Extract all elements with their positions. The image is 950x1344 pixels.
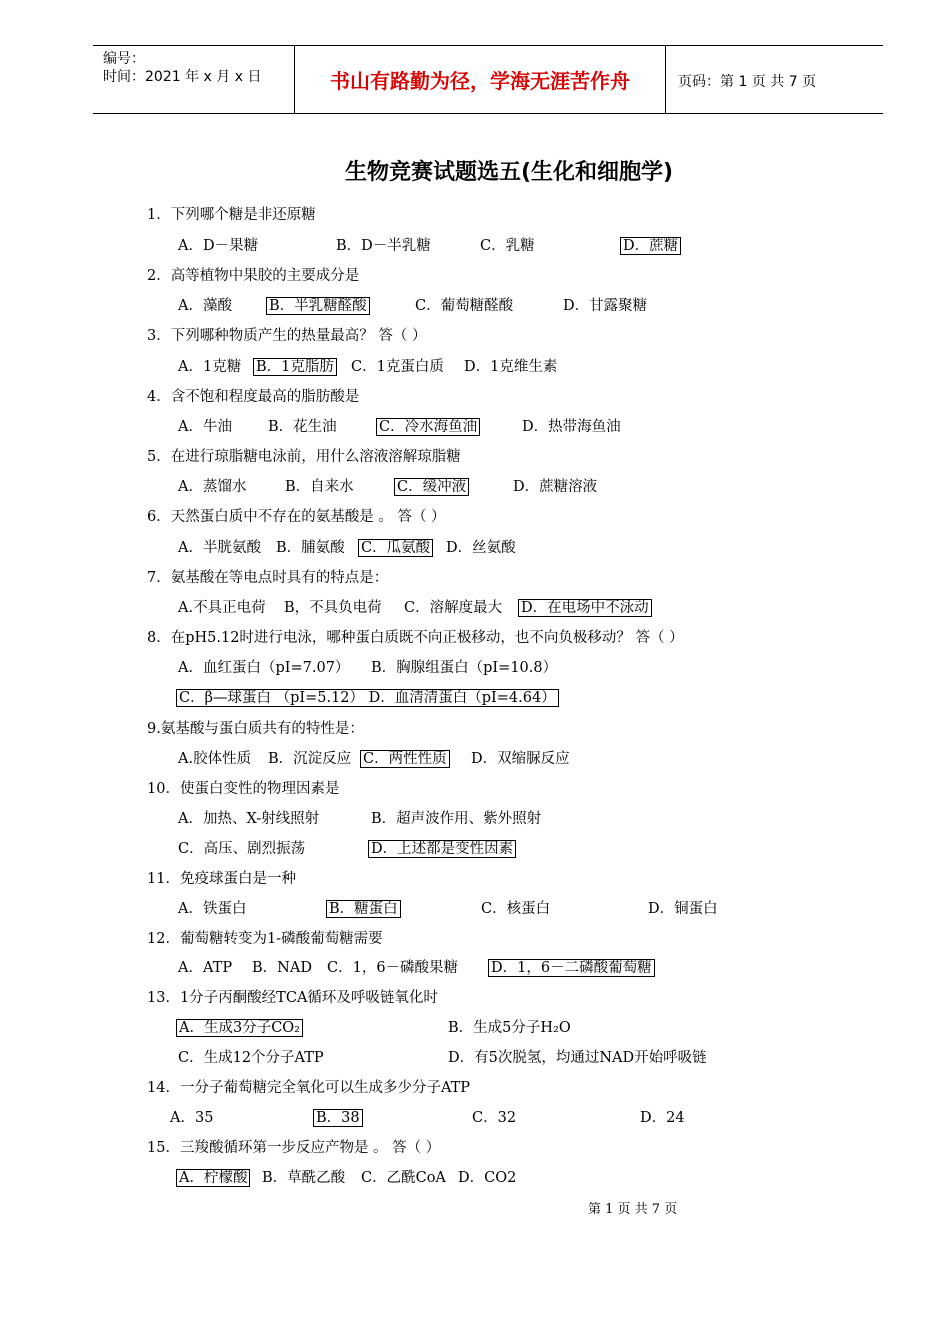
question-15-option-d: D．CO2 bbox=[458, 1170, 517, 1186]
question-5: 5．在进行琼脂糖电泳前，用什么溶液溶解琼脂糖 bbox=[147, 449, 461, 465]
question-8-option-d: D．血清清蛋白（pI=4.64） bbox=[368, 690, 556, 706]
question-1-option-c: C．乳糖 bbox=[480, 238, 535, 254]
question-3: 3．下列哪种物质产生的热量最高？ 答（ ） bbox=[147, 328, 427, 344]
question-9-option-a: A.胶体性质 bbox=[178, 751, 252, 767]
header-code: 编号： bbox=[103, 51, 145, 67]
question-7-option-c: C．溶解度最大 bbox=[404, 600, 503, 616]
question-10: 10．使蛋白变性的物理因素是 bbox=[147, 781, 340, 797]
question-5-option-c bbox=[394, 477, 469, 497]
answer-box: C．两性性质 bbox=[360, 750, 450, 768]
question-14: 14．一分子葡萄糖完全氧化可以生成多少分子ATP bbox=[147, 1080, 471, 1096]
answer-box: B．半乳糖醛酸 bbox=[266, 297, 370, 315]
answer-box: B．糖蛋白 bbox=[326, 900, 401, 918]
question-14-option-d: D．24 bbox=[640, 1110, 685, 1126]
question-9-option-c bbox=[360, 749, 450, 769]
page-footer: 第 1 页 共 7 页 bbox=[588, 1202, 678, 1217]
question-6-option-a: A．半胱氨酸 bbox=[178, 540, 261, 556]
question-2: 2．高等植物中果胶的主要成分是 bbox=[147, 268, 360, 284]
question-12: 12．葡萄糖转变为1-磷酸葡萄糖需要 bbox=[147, 931, 383, 947]
question-10-option-d bbox=[368, 839, 516, 859]
question-4-option-b: B．花生油 bbox=[268, 419, 337, 435]
question-13-option-a bbox=[176, 1018, 303, 1038]
answer-box: D．在电场中不泳动 bbox=[518, 599, 652, 617]
question-8-option-c: C．β—球蛋白 （pI=5.12） bbox=[179, 690, 365, 706]
question-6-option-d: D．丝氨酸 bbox=[446, 540, 516, 556]
question-7-option-d bbox=[518, 598, 652, 618]
question-2-option-a: A．藻酸 bbox=[178, 298, 232, 314]
question-9-option-d: D．双缩脲反应 bbox=[471, 751, 570, 767]
question-4: 4．含不饱和程度最高的脂肪酸是 bbox=[147, 389, 360, 405]
question-10-option-c: C．高压、剧烈振荡 bbox=[178, 841, 306, 857]
question-4-option-d: D．热带海鱼油 bbox=[522, 419, 621, 435]
answer-box: A．生成3分子CO₂ bbox=[176, 1019, 303, 1037]
answer-box: D．蔗糖 bbox=[620, 237, 681, 255]
question-9: 9.氨基酸与蛋白质共有的特性是： bbox=[147, 721, 364, 737]
question-3-option-a: A．1克糖 bbox=[178, 359, 242, 375]
header-page-number: 页码：第 1 页 共 7 页 bbox=[678, 74, 817, 90]
answer-box: C．缓冲液 bbox=[394, 478, 469, 496]
header-meta bbox=[103, 50, 261, 86]
question-4-option-a: A．牛油 bbox=[178, 419, 232, 435]
question-3-option-b bbox=[253, 357, 337, 377]
question-8: 8．在pH5.12时进行电泳，哪种蛋白质既不向正极移动，也不向负极移动？ 答（ ） bbox=[147, 630, 684, 646]
question-1-option-b: B．D－半乳糖 bbox=[336, 238, 431, 254]
answer-box: D．1，6－二磷酸葡萄糖 bbox=[488, 959, 655, 977]
question-3-option-d: D．1克维生素 bbox=[464, 359, 558, 375]
answer-box: B．38 bbox=[313, 1109, 363, 1127]
question-11-option-c: C．核蛋白 bbox=[481, 901, 551, 917]
question-12-option-a: A．ATP bbox=[178, 960, 233, 976]
question-2-option-c: C．葡萄糖醛酸 bbox=[415, 298, 514, 314]
question-6: 6．天然蛋白质中不存在的氨基酸是 。 答（ ） bbox=[147, 509, 446, 525]
answer-box: A．柠檬酸 bbox=[176, 1169, 250, 1187]
question-8-option-b: B．胸腺组蛋白（pI=10.8） bbox=[371, 660, 558, 676]
question-7-option-a: A.不具正电荷 bbox=[178, 600, 266, 616]
answer-box bbox=[176, 689, 559, 707]
question-5-option-d: D．蔗糖溶液 bbox=[513, 479, 598, 495]
document-title: 生物竞赛试题选五(生化和细胞学) bbox=[345, 160, 674, 185]
question-13-option-c: C．生成12个分子ATP bbox=[178, 1050, 324, 1066]
question-2-option-d: D．甘露聚糖 bbox=[563, 298, 648, 314]
question-1: 1．下列哪个糖是非还原糖 bbox=[147, 207, 316, 223]
answer-box: C．冷水海鱼油 bbox=[376, 418, 480, 436]
question-1-option-d bbox=[620, 236, 681, 256]
question-8-option-a: A．血红蛋白（pI=7.07） bbox=[178, 660, 350, 676]
question-10-option-b: B．超声波作用、紫外照射 bbox=[371, 811, 542, 827]
question-1-option-a: A．D－果糖 bbox=[178, 238, 259, 254]
question-11-option-d: D．铜蛋白 bbox=[648, 901, 718, 917]
question-7: 7．氨基酸在等电点时具有的特点是： bbox=[147, 570, 389, 586]
question-14-option-a: A．35 bbox=[170, 1110, 214, 1126]
question-15: 15．三羧酸循环第一步反应产物是 。 答（ ） bbox=[147, 1140, 441, 1156]
question-4-option-c bbox=[376, 417, 480, 437]
question-15-option-b: B．草酰乙酸 bbox=[262, 1170, 346, 1186]
question-5-option-b: B．自来水 bbox=[285, 479, 354, 495]
question-6-option-c bbox=[358, 538, 433, 558]
question-14-option-c: C．32 bbox=[472, 1110, 517, 1126]
question-6-option-b: B．脯氨酸 bbox=[276, 540, 345, 556]
question-10-option-a: A．加热、X-射线照射 bbox=[178, 811, 320, 827]
question-7-option-b: B，不具负电荷 bbox=[284, 600, 382, 616]
question-15-option-c: C．乙酰CoA bbox=[361, 1170, 446, 1186]
question-15-option-a bbox=[176, 1168, 250, 1188]
answer-box: B．1克脂肪 bbox=[253, 358, 337, 376]
question-13-option-d: D．有5次脱氢，均通过NAD开始呼吸链 bbox=[448, 1050, 707, 1066]
question-2-option-b bbox=[266, 296, 370, 316]
answer-box: C．瓜氨酸 bbox=[358, 539, 433, 557]
question-12-option-b: B．NAD bbox=[252, 960, 312, 976]
question-11-option-b bbox=[326, 899, 401, 919]
answer-box: D．上述都是变性因素 bbox=[368, 840, 516, 858]
question-12-option-d bbox=[488, 958, 655, 978]
question-14-option-b bbox=[313, 1108, 363, 1128]
header-motto: 书山有路勤为径，学海无涯苦作舟 bbox=[294, 46, 666, 113]
question-13-option-b: B．生成5分子H₂O bbox=[448, 1020, 571, 1036]
question-13: 13．1分子丙酮酸经TCA循环及呼吸链氧化时 bbox=[147, 990, 438, 1006]
header-time: 时间：2021 年 x 月 x 日 bbox=[103, 69, 262, 85]
question-11: 11．免疫球蛋白是一种 bbox=[147, 871, 296, 887]
question-9-option-b: B．沉淀反应 bbox=[268, 751, 352, 767]
page-header bbox=[93, 45, 883, 114]
question-5-option-a: A．蒸馏水 bbox=[178, 479, 247, 495]
question-3-option-c: C．1克蛋白质 bbox=[351, 359, 444, 375]
question-12-option-c: C．1，6－磷酸果糖 bbox=[327, 960, 459, 976]
question-8-options-cd bbox=[176, 688, 559, 708]
question-11-option-a: A．铁蛋白 bbox=[178, 901, 247, 917]
